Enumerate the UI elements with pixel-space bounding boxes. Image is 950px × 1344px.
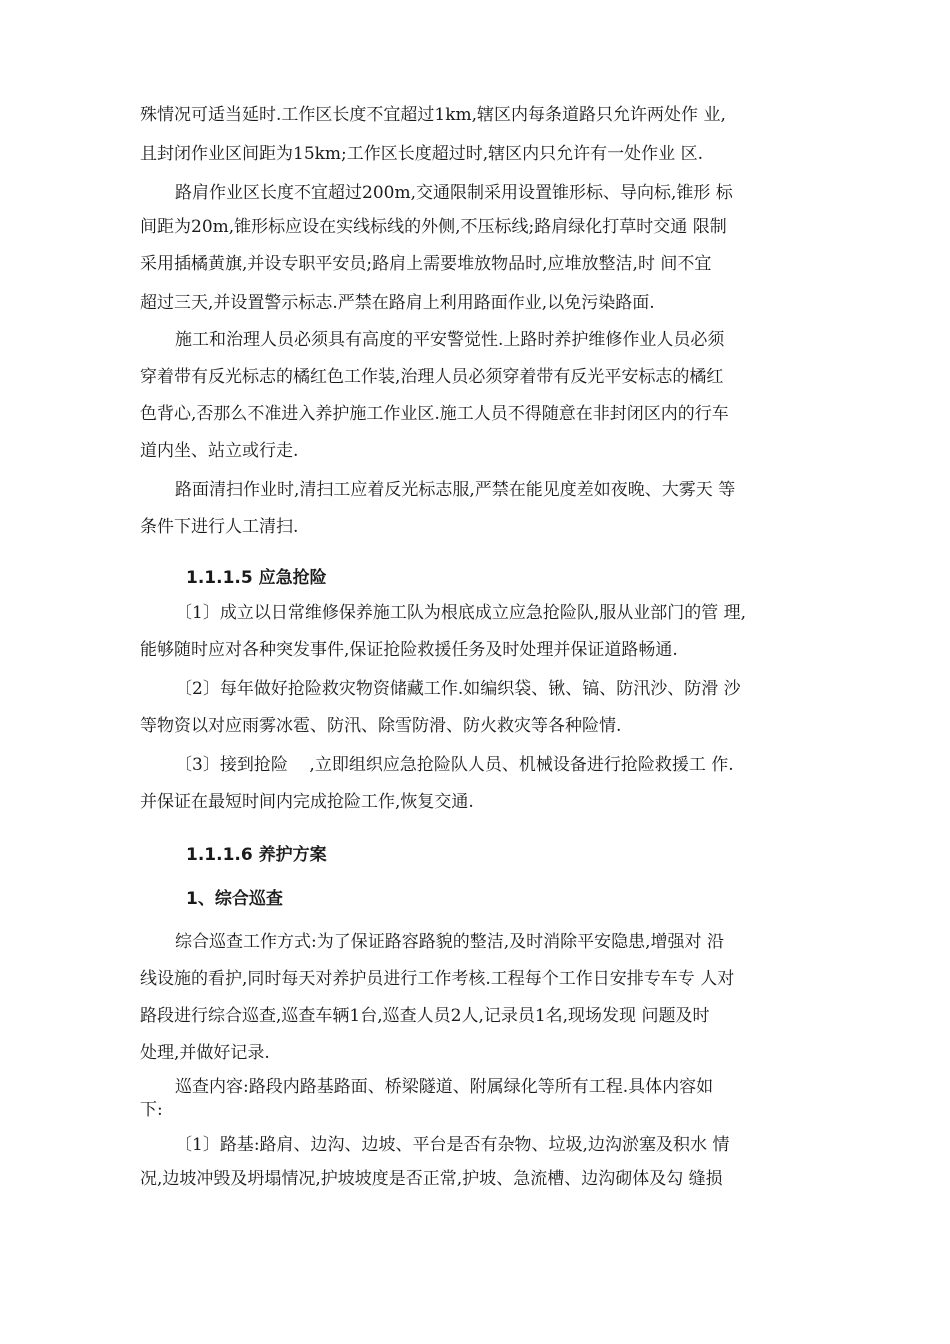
section-heading: 1.1.1.5 应急抢险 [186, 568, 327, 588]
text-line: 〔3〕接到抢险 ,立即组织应急抢险队人员、机械设备进行抢险救援工 作. [175, 755, 734, 775]
text-line: 等物资以对应雨雾冰雹、防汛、除雪防滑、防火救灾等各种险情. [140, 716, 622, 736]
text-line: 综合巡查工作方式:为了保证路容路貌的整洁,及时消除平安隐患,增强对 沿 [175, 932, 724, 952]
text-line: 并保证在最短时间内完成抢险工作,恢复交通. [140, 792, 474, 812]
text-line: 条件下进行人工清扫. [140, 517, 299, 537]
text-line: 能够随时应对各种突发事件,保证抢险救援任务及时处理并保证道路畅通. [140, 640, 678, 660]
text-line: 〔1〕成立以日常维修保养施工队为根底成立应急抢险队,服从业部门的管 理, [175, 603, 747, 623]
text-line: 况,边坡冲毁及坍塌情况,护坡坡度是否正常,护坡、急流槽、边沟砌体及勾 缝损 [140, 1169, 723, 1189]
section-heading: 1.1.1.6 养护方案 [186, 845, 327, 865]
text-line: 殊情况可适当延时.工作区长度不宜超过1km,辖区内每条道路只允许两处作 业, [140, 105, 726, 125]
text-line: 下: [140, 1100, 163, 1120]
text-line: 路肩作业区长度不宜超过200m,交通限制采用设置锥形标、导向标,锥形 标 [175, 183, 733, 203]
text-line: 穿着带有反光标志的橘红色工作装,治理人员必须穿着带有反光平安标志的橘红 [140, 367, 724, 387]
text-line: 〔2〕每年做好抢险救灾物资储藏工作.如编织袋、锹、镐、防汛沙、防滑 沙 [175, 679, 741, 699]
subsection-heading: 1、综合巡查 [186, 889, 283, 909]
text-line: 线设施的看护,同时每天对养护员进行工作考核.工程每个工作日安排专车专 人对 [140, 969, 735, 989]
text-line: 采用插橘黄旗,并设专职平安员;路肩上需要堆放物品时,应堆放整洁,时 间不宜 [140, 254, 712, 274]
text-line: 路面清扫作业时,清扫工应着反光标志服,严禁在能见度差如夜晚、大雾天 等 [175, 480, 736, 500]
text-line: 路段进行综合巡查,巡查车辆1台,巡查人员2人,记录员1名,现场发现 问题及时 [140, 1006, 710, 1026]
text-line: 巡查内容:路段内路基路面、桥梁隧道、附属绿化等所有工程.具体内容如 [175, 1077, 714, 1097]
text-line: 施工和治理人员必须具有高度的平安警觉性.上路时养护维修作业人员必须 [175, 330, 725, 350]
text-line: 间距为20m,锥形标应设在实线标线的外侧,不压标线;路肩绿化打草时交通 限制 [140, 217, 727, 237]
text-line: 超过三天,并设置警示标志.严禁在路肩上利用路面作业,以免污染路面. [140, 293, 655, 313]
text-line: 〔1〕路基:路肩、边沟、边坡、平台是否有杂物、垃圾,边沟淤塞及积水 情 [175, 1135, 730, 1155]
text-line: 且封闭作业区间距为15km;工作区长度超过时,辖区内只允许有一处作业 区. [140, 144, 703, 164]
text-line: 处理,并做好记录. [140, 1043, 270, 1063]
text-line: 道内坐、站立或行走. [140, 441, 299, 461]
text-line: 色背心,否那么不准进入养护施工作业区.施工人员不得随意在非封闭区内的行车 [140, 404, 729, 424]
